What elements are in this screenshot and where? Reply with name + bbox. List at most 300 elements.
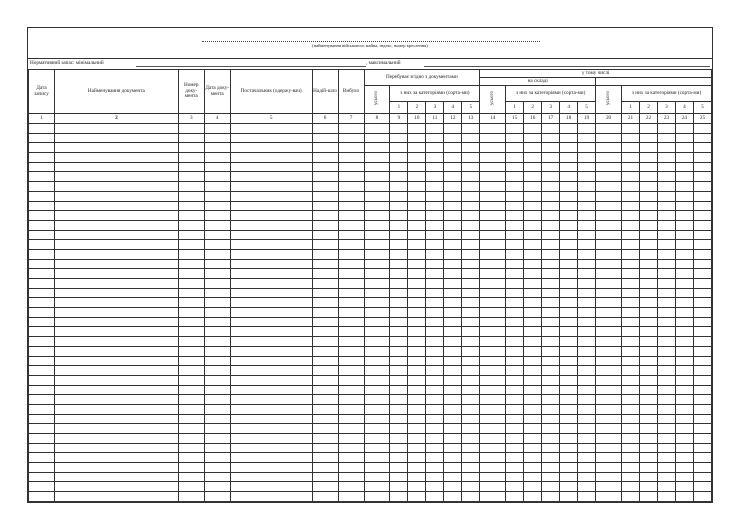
table-cell[interactable]: [204, 404, 230, 414]
table-cell[interactable]: [364, 385, 390, 395]
table-cell[interactable]: [426, 201, 444, 211]
table-cell[interactable]: [312, 220, 338, 230]
table-cell[interactable]: [560, 366, 578, 376]
table-cell[interactable]: [480, 279, 506, 289]
table-cell[interactable]: [578, 463, 596, 473]
table-cell[interactable]: [693, 346, 711, 356]
table-cell[interactable]: [578, 366, 596, 376]
table-cell[interactable]: [178, 201, 204, 211]
table-cell[interactable]: [54, 162, 178, 172]
table-cell[interactable]: [230, 124, 312, 134]
table-cell[interactable]: [506, 404, 524, 414]
table-cell[interactable]: [312, 375, 338, 385]
table-cell[interactable]: [312, 298, 338, 308]
table-cell[interactable]: [390, 211, 408, 221]
table-cell[interactable]: [364, 220, 390, 230]
table-cell[interactable]: [230, 279, 312, 289]
table-cell[interactable]: [675, 211, 693, 221]
table-cell[interactable]: [364, 162, 390, 172]
table-cell[interactable]: [338, 220, 364, 230]
table-cell[interactable]: [54, 346, 178, 356]
item-name-line[interactable]: [202, 41, 540, 42]
table-cell[interactable]: [578, 327, 596, 337]
table-cell[interactable]: [312, 414, 338, 424]
table-cell[interactable]: [426, 492, 444, 502]
table-cell[interactable]: [54, 124, 178, 134]
table-cell[interactable]: [390, 346, 408, 356]
table-cell[interactable]: [506, 356, 524, 366]
table-cell[interactable]: [54, 463, 178, 473]
table-cell[interactable]: [480, 472, 506, 482]
table-cell[interactable]: [506, 453, 524, 463]
table-cell[interactable]: [524, 191, 542, 201]
table-cell[interactable]: [444, 472, 462, 482]
table-cell[interactable]: [542, 463, 560, 473]
table-cell[interactable]: [178, 375, 204, 385]
table-cell[interactable]: [390, 172, 408, 182]
table-cell[interactable]: [657, 395, 675, 405]
table-cell[interactable]: [29, 472, 55, 482]
table-cell[interactable]: [54, 472, 178, 482]
table-cell[interactable]: [578, 249, 596, 259]
table-cell[interactable]: [524, 211, 542, 221]
table-cell[interactable]: [693, 172, 711, 182]
table-cell[interactable]: [675, 327, 693, 337]
table-cell[interactable]: [426, 288, 444, 298]
table-cell[interactable]: [408, 298, 426, 308]
table-cell[interactable]: [312, 346, 338, 356]
table-cell[interactable]: [480, 288, 506, 298]
table-cell[interactable]: [506, 269, 524, 279]
table-cell[interactable]: [480, 259, 506, 269]
table-cell[interactable]: [542, 337, 560, 347]
table-cell[interactable]: [578, 434, 596, 444]
table-cell[interactable]: [560, 337, 578, 347]
table-cell[interactable]: [390, 143, 408, 153]
table-cell[interactable]: [560, 279, 578, 289]
table-cell[interactable]: [178, 472, 204, 482]
table-cell[interactable]: [480, 182, 506, 192]
table-cell[interactable]: [596, 453, 622, 463]
table-cell[interactable]: [178, 220, 204, 230]
table-cell[interactable]: [426, 317, 444, 327]
table-cell[interactable]: [542, 269, 560, 279]
table-cell[interactable]: [462, 308, 480, 318]
table-cell[interactable]: [640, 356, 658, 366]
table-cell[interactable]: [204, 211, 230, 221]
table-cell[interactable]: [657, 172, 675, 182]
table-cell[interactable]: [560, 375, 578, 385]
table-cell[interactable]: [29, 385, 55, 395]
table-cell[interactable]: [578, 375, 596, 385]
table-cell[interactable]: [542, 404, 560, 414]
table-cell[interactable]: [524, 385, 542, 395]
table-cell[interactable]: [622, 385, 640, 395]
table-cell[interactable]: [560, 133, 578, 143]
table-cell[interactable]: [178, 395, 204, 405]
table-cell[interactable]: [560, 298, 578, 308]
table-cell[interactable]: [204, 201, 230, 211]
table-cell[interactable]: [542, 133, 560, 143]
table-cell[interactable]: [426, 230, 444, 240]
table-cell[interactable]: [596, 162, 622, 172]
table-cell[interactable]: [578, 259, 596, 269]
table-cell[interactable]: [364, 327, 390, 337]
table-cell[interactable]: [524, 220, 542, 230]
table-cell[interactable]: [230, 298, 312, 308]
table-cell[interactable]: [622, 201, 640, 211]
table-cell[interactable]: [640, 153, 658, 163]
table-cell[interactable]: [408, 385, 426, 395]
table-cell[interactable]: [338, 143, 364, 153]
table-cell[interactable]: [312, 288, 338, 298]
table-cell[interactable]: [596, 492, 622, 502]
table-cell[interactable]: [390, 124, 408, 134]
table-cell[interactable]: [480, 153, 506, 163]
table-cell[interactable]: [506, 124, 524, 134]
table-cell[interactable]: [364, 143, 390, 153]
table-cell[interactable]: [622, 424, 640, 434]
table-cell[interactable]: [204, 443, 230, 453]
table-cell[interactable]: [560, 385, 578, 395]
table-cell[interactable]: [596, 395, 622, 405]
table-cell[interactable]: [480, 424, 506, 434]
table-cell[interactable]: [364, 259, 390, 269]
table-cell[interactable]: [578, 240, 596, 250]
table-cell[interactable]: [675, 249, 693, 259]
table-cell[interactable]: [230, 259, 312, 269]
table-cell[interactable]: [578, 162, 596, 172]
table-cell[interactable]: [596, 191, 622, 201]
table-cell[interactable]: [462, 482, 480, 492]
table-cell[interactable]: [364, 269, 390, 279]
table-cell[interactable]: [29, 201, 55, 211]
normative-max-field[interactable]: [424, 66, 710, 67]
table-cell[interactable]: [204, 327, 230, 337]
table-cell[interactable]: [364, 337, 390, 347]
table-cell[interactable]: [657, 220, 675, 230]
table-cell[interactable]: [338, 153, 364, 163]
table-cell[interactable]: [675, 317, 693, 327]
table-cell[interactable]: [480, 143, 506, 153]
table-cell[interactable]: [524, 453, 542, 463]
table-cell[interactable]: [444, 298, 462, 308]
table-cell[interactable]: [230, 356, 312, 366]
table-cell[interactable]: [657, 424, 675, 434]
table-cell[interactable]: [542, 153, 560, 163]
table-cell[interactable]: [54, 201, 178, 211]
table-cell[interactable]: [54, 230, 178, 240]
table-cell[interactable]: [364, 453, 390, 463]
table-cell[interactable]: [408, 404, 426, 414]
table-cell[interactable]: [364, 404, 390, 414]
table-cell[interactable]: [560, 414, 578, 424]
table-cell[interactable]: [693, 288, 711, 298]
table-cell[interactable]: [657, 327, 675, 337]
table-cell[interactable]: [657, 249, 675, 259]
table-cell[interactable]: [640, 249, 658, 259]
table-cell[interactable]: [178, 443, 204, 453]
table-cell[interactable]: [364, 346, 390, 356]
table-cell[interactable]: [596, 279, 622, 289]
table-cell[interactable]: [506, 346, 524, 356]
table-cell[interactable]: [657, 434, 675, 444]
table-cell[interactable]: [230, 404, 312, 414]
table-cell[interactable]: [480, 162, 506, 172]
table-cell[interactable]: [338, 230, 364, 240]
table-cell[interactable]: [542, 308, 560, 318]
table-cell[interactable]: [204, 346, 230, 356]
table-cell[interactable]: [480, 211, 506, 221]
table-cell[interactable]: [312, 424, 338, 434]
table-cell[interactable]: [506, 153, 524, 163]
table-cell[interactable]: [444, 395, 462, 405]
table-cell[interactable]: [675, 172, 693, 182]
table-cell[interactable]: [462, 153, 480, 163]
table-cell[interactable]: [29, 269, 55, 279]
table-cell[interactable]: [622, 191, 640, 201]
table-cell[interactable]: [542, 249, 560, 259]
table-cell[interactable]: [596, 172, 622, 182]
table-cell[interactable]: [622, 220, 640, 230]
table-cell[interactable]: [29, 337, 55, 347]
table-cell[interactable]: [364, 249, 390, 259]
table-cell[interactable]: [640, 259, 658, 269]
table-cell[interactable]: [29, 211, 55, 221]
table-cell[interactable]: [640, 366, 658, 376]
table-cell[interactable]: [657, 182, 675, 192]
table-cell[interactable]: [178, 172, 204, 182]
table-cell[interactable]: [640, 269, 658, 279]
table-cell[interactable]: [693, 153, 711, 163]
table-cell[interactable]: [390, 240, 408, 250]
table-cell[interactable]: [480, 269, 506, 279]
table-cell[interactable]: [462, 162, 480, 172]
table-cell[interactable]: [364, 482, 390, 492]
table-cell[interactable]: [444, 308, 462, 318]
table-cell[interactable]: [480, 308, 506, 318]
table-cell[interactable]: [408, 346, 426, 356]
table-cell[interactable]: [675, 143, 693, 153]
table-cell[interactable]: [462, 172, 480, 182]
table-cell[interactable]: [693, 337, 711, 347]
table-cell[interactable]: [29, 404, 55, 414]
table-cell[interactable]: [480, 366, 506, 376]
table-cell[interactable]: [29, 133, 55, 143]
table-cell[interactable]: [622, 288, 640, 298]
table-cell[interactable]: [408, 124, 426, 134]
table-cell[interactable]: [178, 434, 204, 444]
table-cell[interactable]: [426, 259, 444, 269]
table-cell[interactable]: [596, 269, 622, 279]
table-cell[interactable]: [444, 327, 462, 337]
table-cell[interactable]: [29, 298, 55, 308]
table-cell[interactable]: [338, 337, 364, 347]
table-cell[interactable]: [364, 172, 390, 182]
table-cell[interactable]: [675, 124, 693, 134]
table-cell[interactable]: [640, 385, 658, 395]
table-cell[interactable]: [312, 182, 338, 192]
table-cell[interactable]: [675, 434, 693, 444]
table-cell[interactable]: [657, 375, 675, 385]
table-cell[interactable]: [693, 482, 711, 492]
table-cell[interactable]: [524, 337, 542, 347]
table-cell[interactable]: [675, 191, 693, 201]
table-cell[interactable]: [693, 220, 711, 230]
table-cell[interactable]: [693, 249, 711, 259]
table-cell[interactable]: [693, 230, 711, 240]
table-cell[interactable]: [622, 249, 640, 259]
table-cell[interactable]: [338, 434, 364, 444]
table-cell[interactable]: [640, 201, 658, 211]
table-cell[interactable]: [578, 182, 596, 192]
table-cell[interactable]: [204, 492, 230, 502]
table-cell[interactable]: [675, 259, 693, 269]
table-cell[interactable]: [506, 162, 524, 172]
table-cell[interactable]: [54, 143, 178, 153]
table-cell[interactable]: [426, 453, 444, 463]
table-cell[interactable]: [524, 472, 542, 482]
table-cell[interactable]: [364, 356, 390, 366]
table-cell[interactable]: [560, 143, 578, 153]
table-cell[interactable]: [480, 482, 506, 492]
table-cell[interactable]: [578, 172, 596, 182]
table-cell[interactable]: [542, 298, 560, 308]
table-cell[interactable]: [675, 298, 693, 308]
table-cell[interactable]: [408, 424, 426, 434]
table-cell[interactable]: [524, 298, 542, 308]
table-cell[interactable]: [693, 143, 711, 153]
table-cell[interactable]: [622, 463, 640, 473]
table-cell[interactable]: [364, 414, 390, 424]
table-cell[interactable]: [338, 279, 364, 289]
table-cell[interactable]: [657, 482, 675, 492]
table-cell[interactable]: [542, 443, 560, 453]
table-cell[interactable]: [675, 201, 693, 211]
table-cell[interactable]: [390, 201, 408, 211]
table-cell[interactable]: [622, 182, 640, 192]
table-cell[interactable]: [462, 463, 480, 473]
table-cell[interactable]: [596, 346, 622, 356]
table-cell[interactable]: [230, 366, 312, 376]
table-cell[interactable]: [462, 288, 480, 298]
table-cell[interactable]: [338, 463, 364, 473]
table-cell[interactable]: [480, 434, 506, 444]
table-cell[interactable]: [230, 162, 312, 172]
table-cell[interactable]: [596, 288, 622, 298]
table-cell[interactable]: [54, 453, 178, 463]
table-cell[interactable]: [596, 317, 622, 327]
table-cell[interactable]: [408, 375, 426, 385]
table-cell[interactable]: [542, 220, 560, 230]
table-cell[interactable]: [390, 298, 408, 308]
table-cell[interactable]: [524, 133, 542, 143]
table-cell[interactable]: [178, 240, 204, 250]
table-cell[interactable]: [560, 317, 578, 327]
table-cell[interactable]: [54, 182, 178, 192]
table-cell[interactable]: [390, 414, 408, 424]
table-cell[interactable]: [230, 434, 312, 444]
table-cell[interactable]: [338, 375, 364, 385]
table-cell[interactable]: [640, 492, 658, 502]
table-cell[interactable]: [462, 395, 480, 405]
table-cell[interactable]: [29, 453, 55, 463]
table-cell[interactable]: [524, 259, 542, 269]
table-cell[interactable]: [408, 191, 426, 201]
table-cell[interactable]: [444, 124, 462, 134]
table-cell[interactable]: [693, 182, 711, 192]
table-cell[interactable]: [426, 162, 444, 172]
table-cell[interactable]: [408, 143, 426, 153]
table-cell[interactable]: [426, 172, 444, 182]
table-cell[interactable]: [444, 492, 462, 502]
table-cell[interactable]: [338, 211, 364, 221]
table-cell[interactable]: [596, 249, 622, 259]
table-cell[interactable]: [54, 327, 178, 337]
table-cell[interactable]: [204, 356, 230, 366]
table-cell[interactable]: [312, 172, 338, 182]
table-cell[interactable]: [54, 424, 178, 434]
table-cell[interactable]: [178, 404, 204, 414]
table-cell[interactable]: [230, 288, 312, 298]
table-cell[interactable]: [444, 356, 462, 366]
table-cell[interactable]: [204, 337, 230, 347]
table-cell[interactable]: [506, 463, 524, 473]
table-cell[interactable]: [675, 463, 693, 473]
table-cell[interactable]: [675, 279, 693, 289]
table-cell[interactable]: [338, 327, 364, 337]
table-cell[interactable]: [54, 259, 178, 269]
table-cell[interactable]: [178, 162, 204, 172]
table-cell[interactable]: [524, 327, 542, 337]
table-cell[interactable]: [54, 153, 178, 163]
table-cell[interactable]: [444, 153, 462, 163]
table-cell[interactable]: [312, 230, 338, 240]
table-cell[interactable]: [230, 346, 312, 356]
table-cell[interactable]: [596, 472, 622, 482]
table-cell[interactable]: [390, 230, 408, 240]
table-cell[interactable]: [444, 366, 462, 376]
table-cell[interactable]: [462, 453, 480, 463]
table-cell[interactable]: [230, 240, 312, 250]
table-cell[interactable]: [675, 153, 693, 163]
table-cell[interactable]: [596, 375, 622, 385]
table-cell[interactable]: [542, 191, 560, 201]
table-cell[interactable]: [640, 482, 658, 492]
table-cell[interactable]: [524, 443, 542, 453]
table-cell[interactable]: [444, 211, 462, 221]
table-cell[interactable]: [693, 463, 711, 473]
table-cell[interactable]: [524, 124, 542, 134]
table-cell[interactable]: [578, 346, 596, 356]
table-cell[interactable]: [480, 298, 506, 308]
table-cell[interactable]: [560, 424, 578, 434]
table-cell[interactable]: [560, 240, 578, 250]
table-cell[interactable]: [312, 453, 338, 463]
table-cell[interactable]: [408, 453, 426, 463]
table-cell[interactable]: [178, 211, 204, 221]
table-cell[interactable]: [506, 249, 524, 259]
table-cell[interactable]: [480, 230, 506, 240]
table-cell[interactable]: [560, 288, 578, 298]
table-cell[interactable]: [524, 162, 542, 172]
table-cell[interactable]: [178, 259, 204, 269]
table-cell[interactable]: [338, 395, 364, 405]
table-cell[interactable]: [204, 124, 230, 134]
table-cell[interactable]: [596, 153, 622, 163]
table-cell[interactable]: [204, 424, 230, 434]
table-cell[interactable]: [542, 317, 560, 327]
